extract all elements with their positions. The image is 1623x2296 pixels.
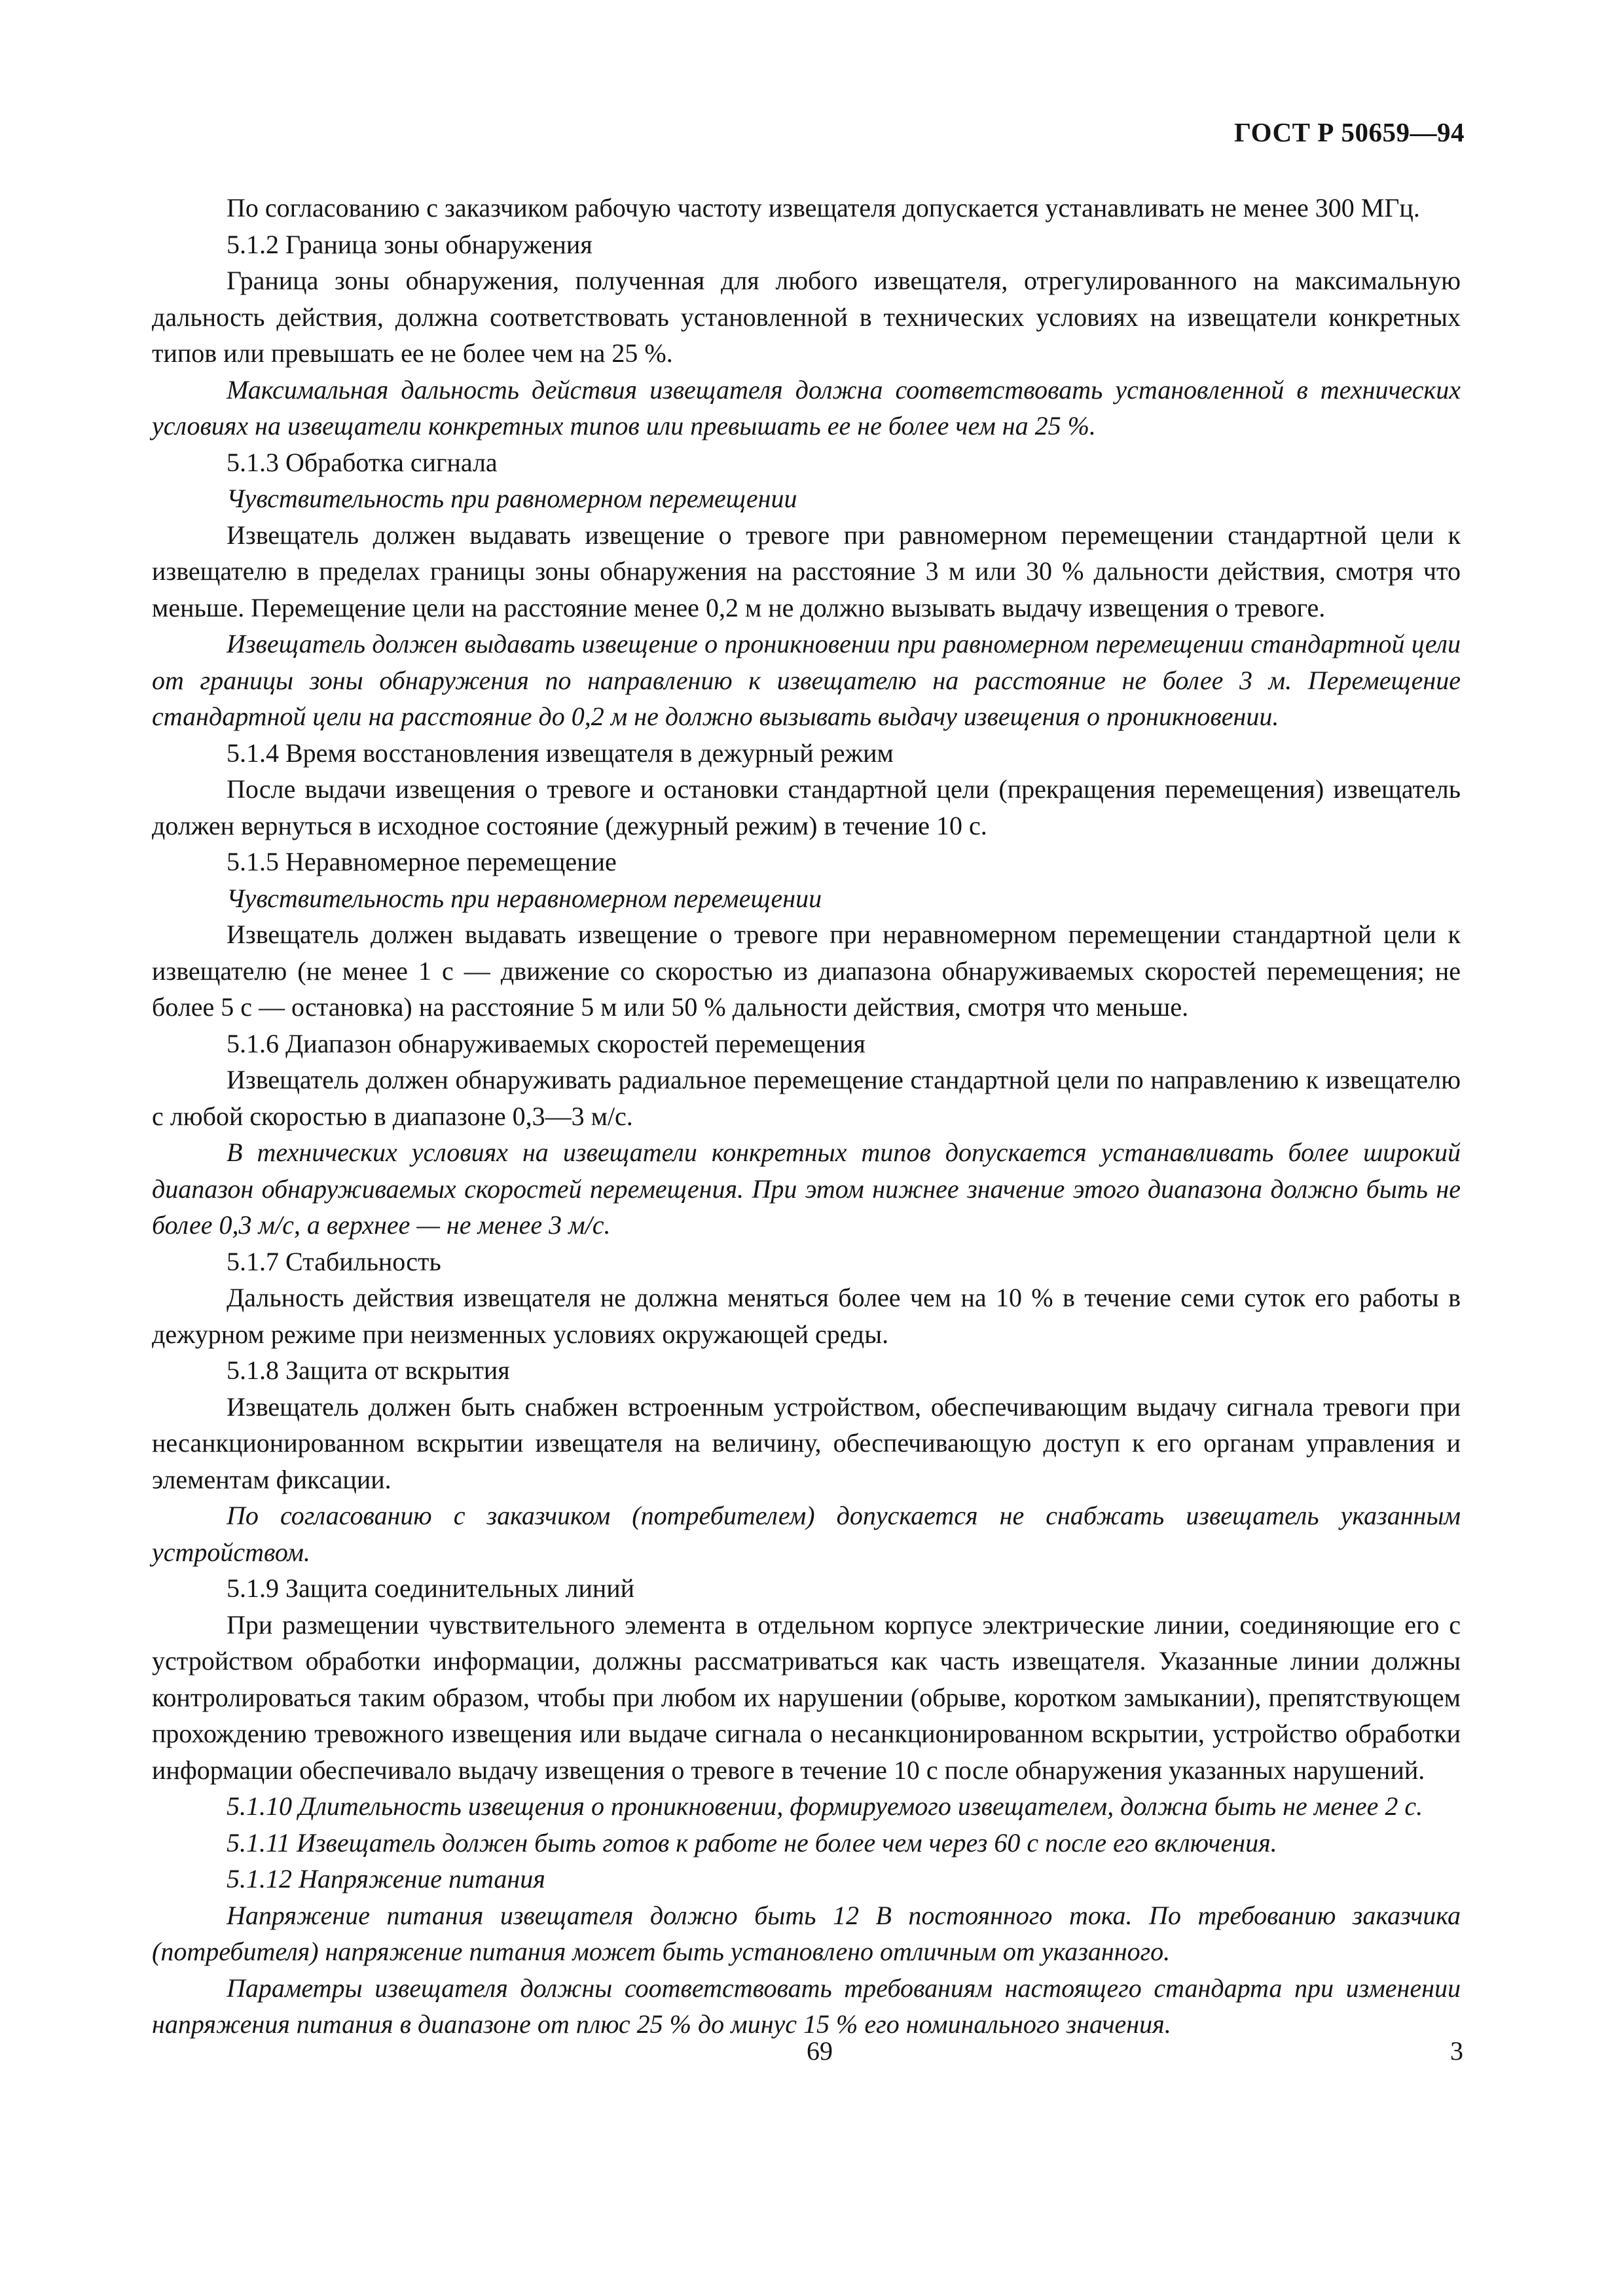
paragraph: Извещатель должен обнаруживать радиальное перемещение стандартной цели по направлению к извещателю с любой скоростью в диапазоне 0,3—3 м/с. <box>152 1065 1461 1131</box>
paragraph: При размещении чувствительного элемента в отдельном корпусе электрические линии, соединяющие его с устройством обработки информации, должны рассматриваться как часть извещателя. Указанные линии должны контролироваться таким образом, чтобы при любом их нарушении (обрыве, коротком замыкании), препятствующем прохождению тревожного извещения или выдаче сигнала о несанкционированном вскрытии, устройство обработки информации обеспечивало выдачу извещения о тревоге в течение 10 с после обнаружения указанных нарушений. <box>152 1609 1461 1785</box>
paragraph-italic: Максимальная дальность действия извещателя должна соответствовать установленной в технических условиях на извещатели конкретных типов или превышать ее не более чем на 25 %. <box>152 374 1461 440</box>
section-heading: 5.1.2 Граница зоны обнаружения <box>227 229 593 259</box>
section-heading: 5.1.6 Диапазон обнаруживаемых скоростей перемещения <box>227 1028 866 1058</box>
paragraph-italic: По согласованию с заказчиком (потребителем) допускается не снабжать извещатель указанным устройством. <box>152 1501 1461 1567</box>
paragraph-italic: 5.1.10 Длительность извещения о проникновении, формируемого извещателем, должна быть не менее 2 с. <box>227 1791 1423 1821</box>
section-heading: 5.1.8 Защита от вскрытия <box>227 1355 510 1385</box>
section-heading: 5.1.5 Неравномерное перемещение <box>227 847 617 876</box>
section-heading: 5.1.7 Стабильность <box>227 1246 441 1276</box>
paragraph: Извещатель должен выдавать извещение о тревоге при неравномерном перемещении стандартной цели к извещателю (не менее 1 с — движение со скоростью из диапазона обнаруживаемых скоростей перемещения; не более 5 с — остановка) на расстояние 5 м или 50 % дальности действия, смотря что меньше. <box>152 920 1461 1022</box>
document-header-code: ГОСТ Р 50659—94 <box>1234 117 1465 147</box>
paragraph-italic: Напряжение питания извещателя должно быть 12 В постоянного тока. По требованию заказчика (потребителя) напряжение питания может быть установлено отличным от указанного. <box>152 1900 1461 1966</box>
section-heading: 5.1.3 Обработка сигнала <box>227 447 498 477</box>
section-heading: 5.1.4 Время восстановления извещателя в дежурный режим <box>227 738 894 768</box>
paragraph-italic: В технических условиях на извещатели конкретных типов допускается устанавливать более широкий диапазон обнаруживаемых скоростей перемещения. При этом нижнее значение этого диапазона должно быть не более 0,3 м/с, а верхнее — не менее 3 м/с. <box>152 1138 1461 1240</box>
page-number-center: 69 <box>807 2036 833 2066</box>
paragraph-italic: Извещатель должен выдавать извещение о проникновении при равномерном перемещении стандартной цели от границы зоны обнаружения по направлению к извещателю на расстояние не более 3 м. Перемещение стандартной цели на расстояние до 0,2 м не должно вызывать выдачу извещения о проникновении. <box>152 629 1461 731</box>
subheading-italic: Чувствительность при неравномерном перемещении <box>227 883 822 913</box>
paragraph: После выдачи извещения о тревоге и остановки стандартной цели (прекращения перемещения) извещатель должен вернуться в исходное состояние (дежурный режим) в течение 10 с. <box>152 774 1461 840</box>
paragraph: По согласованию с заказчиком рабочую частоту извещателя допускается устанавливать не менее 300 МГц. <box>227 193 1420 223</box>
paragraph: Дальность действия извещателя не должна меняться более чем на 10 % в течение семи суток его работы в дежурном режиме при неизменных условиях окружающей среды. <box>152 1283 1461 1349</box>
subheading-italic: Чувствительность при равномерном перемещении <box>227 484 797 513</box>
paragraph: Граница зоны обнаружения, полученная для любого извещателя, отрегулированного на максимальную дальность действия, должна соответствовать установленной в технических условиях на извещатели конкретных типов или превышать ее не более чем на 25 %. <box>152 266 1461 368</box>
page-number-right: 3 <box>1450 2036 1463 2066</box>
section-heading-italic: 5.1.12 Напряжение питания <box>227 1864 545 1893</box>
paragraph: Извещатель должен выдавать извещение о тревоге при равномерном перемещении стандартной цели к извещателю в пределах границы зоны обнаружения на расстояние 3 м или 30 % дальности действия, смотря что меньше. Перемещение цели на расстояние менее 0,2 м не должно вызывать выдачу извещения о тревоге. <box>152 520 1461 622</box>
document-body <box>152 190 1461 2043</box>
section-heading: 5.1.9 Защита соединительных линий <box>227 1573 635 1603</box>
paragraph-italic: Параметры извещателя должны соответствовать требованиям настоящего стандарта при изменении напряжения питания в диапазоне от плюс 25 % до минус 15 % его номинального значения. <box>152 1973 1461 2039</box>
paragraph-italic: 5.1.11 Извещатель должен быть готов к работе не более чем через 60 с после его включения. <box>227 1827 1277 1857</box>
paragraph: Извещатель должен быть снабжен встроенным устройством, обеспечивающим выдачу сигнала тревоги при несанкционированном вскрытии извещателя на величину, обеспечивающую доступ к его органам управления и элементам фиксации. <box>152 1391 1461 1494</box>
